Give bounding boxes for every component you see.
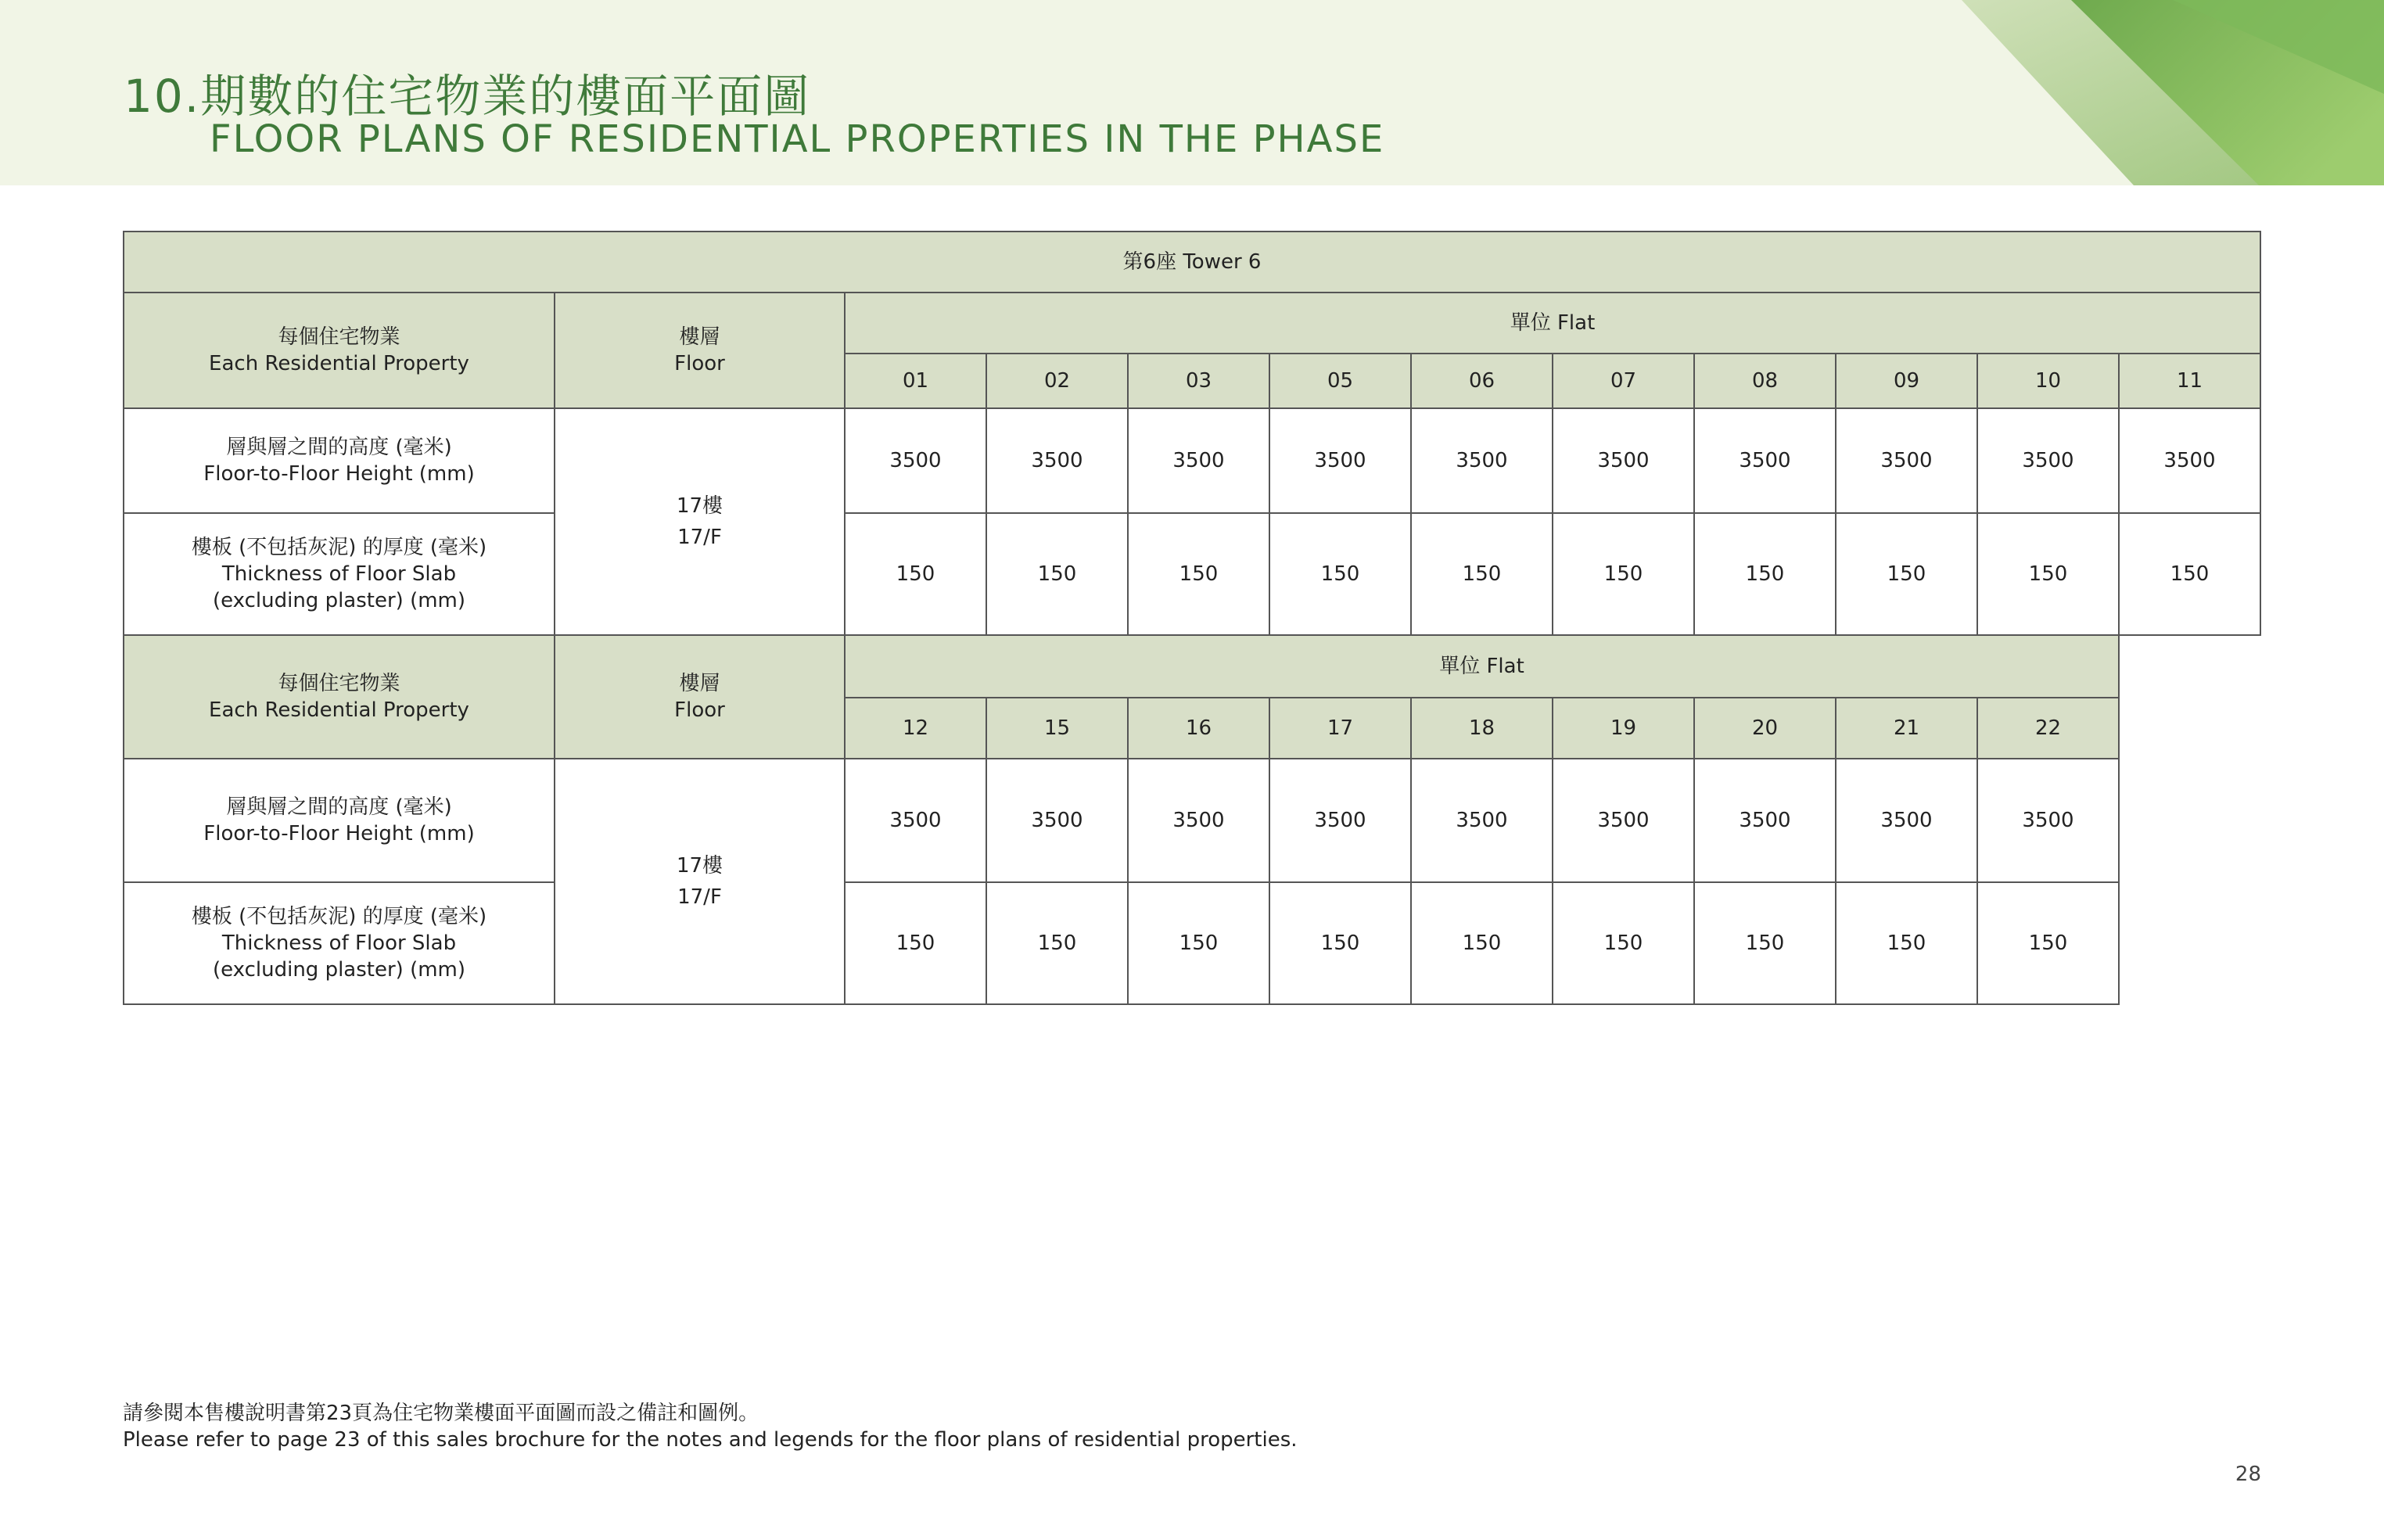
slab-label-zh: 樓板 (不包括灰泥) 的厚度 (毫米)	[191, 905, 487, 928]
footnote	[123, 1400, 1298, 1453]
flat-number: 03	[1185, 369, 1212, 393]
page-title-en: FLOOR PLANS OF RESIDENTIAL PROPERTIES IN THE PHASE	[210, 117, 1385, 161]
flat-col-header	[1552, 697, 1695, 759]
flat-header	[844, 292, 2261, 354]
flat-number: 22	[2034, 716, 2062, 740]
floor-header	[554, 634, 846, 759]
height-value-text: 3500	[1172, 809, 1225, 832]
height-value-text: 3500	[1314, 449, 1366, 472]
property-header	[123, 634, 555, 759]
slab-value	[1835, 512, 1978, 636]
flat-col-header	[1127, 353, 1270, 409]
flat-col-header	[844, 353, 987, 409]
floor-zh: 17樓	[676, 854, 723, 878]
tower-label: 第6座 Tower 6	[1122, 250, 1262, 274]
slab-value-text: 150	[1037, 932, 1077, 955]
header-band	[0, 0, 2384, 185]
floor-cell	[554, 407, 846, 636]
slab-value-text: 150	[1462, 562, 1502, 586]
flat-number: 01	[902, 369, 929, 393]
height-value-text: 3500	[1739, 449, 1791, 472]
property-header-zh: 每個住宅物業	[278, 672, 400, 695]
slab-value	[1552, 881, 1695, 1005]
slab-row-label	[123, 881, 555, 1005]
slab-label-en-note: (excluding plaster) (mm)	[212, 589, 466, 612]
flat-col-header	[1127, 697, 1270, 759]
slab-value-text: 150	[1745, 562, 1785, 586]
height-value-text: 3500	[2022, 449, 2074, 472]
floor-header-en: Floor	[674, 352, 725, 375]
slab-value	[844, 512, 987, 636]
flat-number: 07	[1610, 369, 1637, 393]
slab-value	[1127, 512, 1270, 636]
flat-number: 09	[1893, 369, 1920, 393]
flat-col-header	[1693, 353, 1836, 409]
slab-value	[1269, 881, 1412, 1005]
slab-value-text: 150	[1179, 562, 1219, 586]
slab-value-text: 150	[896, 932, 935, 955]
height-value-text: 3500	[1172, 449, 1225, 472]
height-value-text: 3500	[1597, 809, 1650, 832]
slab-value-text: 150	[1462, 932, 1502, 955]
tower-header	[123, 231, 2261, 293]
height-value-text: 3500	[889, 809, 942, 832]
flat-col-header	[986, 353, 1129, 409]
floor-en: 17/F	[677, 526, 722, 549]
slab-value-text: 150	[2028, 562, 2068, 586]
flat-col-header	[1552, 353, 1695, 409]
slab-label-en: Thickness of Floor Slab	[221, 562, 457, 586]
flat-col-header	[1976, 353, 2120, 409]
flat-header	[844, 634, 2120, 698]
floor-cell	[554, 758, 846, 1005]
slab-value	[1693, 881, 1836, 1005]
page-title-zh: 10.期數的住宅物業的樓面平面圖	[124, 70, 811, 123]
slab-value-text: 150	[1603, 932, 1643, 955]
height-value-text: 3500	[1880, 449, 1933, 472]
height-row-label	[123, 407, 555, 514]
slab-value-text: 150	[896, 562, 935, 586]
property-header-zh: 每個住宅物業	[278, 325, 400, 349]
slab-value-text: 150	[1320, 932, 1360, 955]
property-header	[123, 292, 555, 409]
height-value-text: 3500	[1031, 449, 1083, 472]
slab-value	[1269, 512, 1412, 636]
height-value-text: 3500	[1031, 809, 1083, 832]
height-value	[844, 758, 987, 883]
slab-value-text: 150	[1603, 562, 1643, 586]
flat-col-header	[2118, 353, 2261, 409]
flat-number: 06	[1468, 369, 1495, 393]
flat-number: 16	[1185, 716, 1212, 740]
property-header-en: Each Residential Property	[209, 352, 469, 375]
floor-plan-table	[123, 231, 2261, 1009]
floor-header-zh: 樓層	[679, 325, 720, 349]
slab-label-en: Thickness of Floor Slab	[221, 932, 457, 955]
slab-value	[1976, 881, 2120, 1005]
flat-number: 05	[1327, 369, 1354, 393]
slab-label-en-note: (excluding plaster) (mm)	[212, 958, 466, 982]
slab-value	[1127, 881, 1270, 1005]
height-value	[986, 758, 1129, 883]
height-value	[1552, 758, 1695, 883]
height-value	[1269, 758, 1412, 883]
flat-col-header	[986, 697, 1129, 759]
flat-number: 02	[1043, 369, 1071, 393]
height-label-zh: 層與層之間的高度 (毫米)	[226, 436, 452, 459]
height-value	[1269, 407, 1412, 514]
slab-row-label	[123, 512, 555, 636]
flat-col-header	[1835, 353, 1978, 409]
slab-value	[2118, 512, 2261, 636]
height-value	[2118, 407, 2261, 514]
height-value	[1127, 407, 1270, 514]
height-value-text: 3500	[1880, 809, 1933, 832]
slab-value	[1410, 512, 1553, 636]
height-value	[1410, 407, 1553, 514]
slab-value	[1835, 881, 1978, 1005]
height-row-label	[123, 758, 555, 883]
height-value	[1835, 407, 1978, 514]
slab-value	[844, 881, 987, 1005]
slab-value-text: 150	[1037, 562, 1077, 586]
height-value	[1835, 758, 1978, 883]
slab-value	[1410, 881, 1553, 1005]
flat-number: 12	[902, 716, 929, 740]
flat-number: 08	[1751, 369, 1779, 393]
flat-col-header	[844, 697, 987, 759]
flat-col-header	[1835, 697, 1978, 759]
slab-value	[1552, 512, 1695, 636]
floor-zh: 17樓	[676, 494, 723, 518]
height-value	[986, 407, 1129, 514]
height-value-text: 3500	[889, 449, 942, 472]
flat-number: 19	[1610, 716, 1637, 740]
height-label-en: Floor-to-Floor Height (mm)	[203, 462, 475, 486]
height-value	[1552, 407, 1695, 514]
height-value	[1693, 758, 1836, 883]
flat-header-label: 單位 Flat	[1439, 655, 1524, 678]
height-value	[844, 407, 987, 514]
height-value	[1693, 407, 1836, 514]
flat-number: 21	[1893, 716, 1920, 740]
flat-header-label: 單位 Flat	[1510, 311, 1596, 335]
floor-header	[554, 292, 846, 409]
footnote-en: Please refer to page 23 of this sales brochure for the notes and legends for the floor plans of residential properties.	[123, 1428, 1298, 1452]
leaf-decoration-icon	[1758, 0, 2384, 185]
flat-col-header	[1269, 353, 1412, 409]
height-value-text: 3500	[1739, 809, 1791, 832]
flat-col-header	[1976, 697, 2120, 759]
floor-header-zh: 樓層	[679, 672, 720, 695]
height-label-zh: 層與層之間的高度 (毫米)	[226, 795, 452, 819]
slab-value	[986, 881, 1129, 1005]
floor-en: 17/F	[677, 885, 722, 909]
height-value-text: 3500	[1456, 449, 1508, 472]
height-value	[1976, 407, 2120, 514]
slab-label-zh: 樓板 (不包括灰泥) 的厚度 (毫米)	[191, 536, 487, 559]
height-value	[1410, 758, 1553, 883]
flat-col-header	[1269, 697, 1412, 759]
height-label-en: Floor-to-Floor Height (mm)	[203, 822, 475, 845]
slab-value-text: 150	[1887, 932, 1926, 955]
page-number: 28	[2235, 1463, 2261, 1486]
slab-value-text: 150	[1745, 932, 1785, 955]
slab-value	[1693, 512, 1836, 636]
slab-value-text: 150	[1179, 932, 1219, 955]
flat-number: 18	[1468, 716, 1495, 740]
slab-value-text: 150	[2170, 562, 2210, 586]
height-value	[1976, 758, 2120, 883]
flat-col-header	[1410, 353, 1553, 409]
height-value-text: 3500	[1456, 809, 1508, 832]
slab-value-text: 150	[1320, 562, 1360, 586]
flat-col-header	[1693, 697, 1836, 759]
flat-col-header	[1410, 697, 1553, 759]
slab-value	[986, 512, 1129, 636]
height-value-text: 3500	[2022, 809, 2074, 832]
slab-value	[1976, 512, 2120, 636]
flat-number: 17	[1327, 716, 1354, 740]
flat-number: 11	[2176, 369, 2203, 393]
height-value-text: 3500	[1314, 809, 1366, 832]
height-value-text: 3500	[1597, 449, 1650, 472]
flat-number: 20	[1751, 716, 1779, 740]
footnote-zh: 請參閱本售樓說明書第23頁為住宅物業樓面平面圖而設之備註和圖例。	[123, 1402, 759, 1425]
slab-value-text: 150	[2028, 932, 2068, 955]
height-value	[1127, 758, 1270, 883]
property-header-en: Each Residential Property	[209, 698, 469, 722]
flat-number: 10	[2034, 369, 2062, 393]
flat-number: 15	[1043, 716, 1071, 740]
floor-header-en: Floor	[674, 698, 725, 722]
slab-value-text: 150	[1887, 562, 1926, 586]
height-value-text: 3500	[2163, 449, 2216, 472]
